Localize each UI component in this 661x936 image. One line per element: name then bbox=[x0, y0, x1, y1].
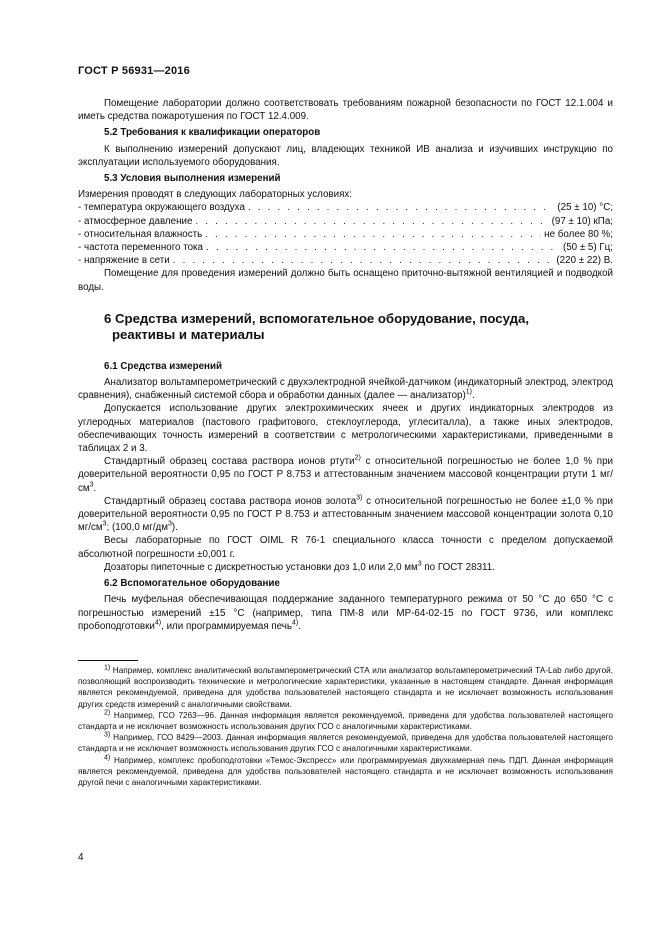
punct: . bbox=[298, 620, 301, 632]
dispensers-text: Дозаторы пипеточные с дискретностью установки доз 1,0 или 2,0 мм bbox=[104, 561, 418, 573]
footnote-ref: 4) bbox=[154, 619, 162, 627]
footnote-mark: 4) bbox=[104, 753, 111, 761]
section-6-1-title: 6.1 Средства измерений bbox=[104, 360, 222, 372]
condition-value: (50 ± 5) Гц; bbox=[562, 242, 613, 254]
footnote bbox=[78, 732, 613, 754]
condition-row bbox=[78, 201, 613, 214]
exponent: 3 bbox=[102, 521, 107, 529]
footnote bbox=[78, 755, 613, 789]
footnote bbox=[78, 710, 613, 732]
section-5-2-title: 5.2 Требования к квалификации операторов bbox=[104, 127, 321, 139]
document-body bbox=[78, 97, 613, 633]
footnote-separator bbox=[78, 660, 138, 661]
intro-paragraph: Помещение лаборатории должно соответствовать требованиям пожарной безопасности по ГОСТ 12.1.004 и иметь средства пожаротушения по ГОСТ 12.4.009. bbox=[78, 98, 613, 123]
condition-value: (25 ± 10) °С; bbox=[557, 202, 613, 214]
mercury-standard-paragraph bbox=[78, 455, 613, 495]
condition-label: - частота переменного тока bbox=[78, 242, 204, 254]
footnote-mark: 2) bbox=[104, 709, 111, 717]
conditions-tail: Помещение для проведения измерений должно быть оснащено приточно-вытяжной вентиляцией и подводкой воды. bbox=[78, 268, 613, 293]
condition-label: - напряжение в сети bbox=[78, 255, 170, 267]
section-5-3-title: 5.3 Условия выполнения измерений bbox=[104, 173, 281, 185]
footnote-mark: 1) bbox=[104, 664, 111, 672]
condition-label: - температура окружающего воздуха bbox=[78, 202, 245, 214]
electrodes-paragraph: Допускается использование других электрохимических ячеек и других индикаторных электродов из углеродных материалов (пастового графитового, стеклоуглерода, углеситалла), а также иных электродов, обеспечивающих точность измерений в соответствии с метрологическими характеристиками, приведенными в таблицах 2 и 3. bbox=[78, 403, 613, 455]
punct: ). bbox=[171, 522, 178, 534]
condition-label: - атмосферное давление bbox=[78, 215, 193, 227]
section-6-title-line2: реактивы и материалы bbox=[112, 326, 265, 342]
page-number: 4 bbox=[78, 852, 84, 863]
footnotes bbox=[78, 665, 613, 788]
gold-standard-paragraph bbox=[78, 495, 613, 535]
footnote-ref: 4) bbox=[292, 619, 299, 627]
section-5-2-text: К выполнению измерений допускают лиц, владеющих техникой ИВ анализа и изучивших инструкцию по эксплуатации используемого оборудования. bbox=[78, 143, 613, 168]
footnote-text: Например, комплекс пробоподготовки «Темос-Экспресс» или программируемая двухкамерная печь ПДП. Данная информация является рекомендуемой, приведена для удобства пользователей настоящего стандарта и не исключает возможность использования другой печи с аналогичными характеристиками. bbox=[78, 755, 613, 788]
footnote-ref: 2) bbox=[354, 455, 361, 462]
furnace-text: , или программируемая печь bbox=[161, 620, 293, 632]
leader-dots bbox=[206, 241, 560, 254]
dispensers-text: по ГОСТ 28311. bbox=[421, 561, 495, 573]
condition-label: - относительная влажность bbox=[78, 228, 203, 240]
conditions-list bbox=[78, 201, 613, 267]
condition-value: (97 ± 10) кПа; bbox=[551, 215, 613, 227]
scales-paragraph: Весы лабораторные по ГОСТ OIML R 76-1 специального класса точности с пределом допускаемой абсолютной погрешности ±0,001 г. bbox=[78, 535, 613, 560]
furnace-paragraph bbox=[78, 593, 613, 633]
condition-row bbox=[78, 215, 613, 228]
condition-value: (220 ± 22) В. bbox=[556, 255, 613, 267]
exponent: 3 bbox=[89, 481, 94, 489]
document-header: ГОСТ Р 56931—2016 bbox=[78, 65, 190, 77]
furnace-text: Печь муфельная обеспечивающая поддержание заданного температурного режима от 50 °С до 650 °С с погрешностью измерений ±15 °С (например, типа ПМ-8 или МР-64-02-15 по ГОСТ 9736, или комплекс пробоподготовки bbox=[78, 594, 613, 632]
exponent: 3 bbox=[417, 560, 422, 568]
condition-row bbox=[78, 241, 613, 254]
analyzer-text: Анализатор вольтамперометрический с двухэлектродной ячейкой-датчиком (индикаторный электрод, электрод сравнения), снабженный системой сбора и обработки данных (далее — анализатор) bbox=[78, 377, 613, 402]
footnote bbox=[78, 665, 613, 710]
mercury-text: Стандартный образец состава раствора ионов ртути bbox=[104, 456, 355, 468]
condition-row bbox=[78, 254, 613, 267]
conditions-lead: Измерения проводят в следующих лабораторных условиях: bbox=[78, 189, 352, 201]
footnote-text: Например, комплекс аналитический вольтамперометрический СТА или анализатор вольтамперометрический ТА-Lab либо другой, позволяющий воспроизводить технические и метрологические характеристики, указанные в настоящем стандарте. Данная информация является рекомендуемой, приведена для удобства пользователей настоящего стандарта и не исключает возможность использования других средств измерений с аналогичными свойствами. bbox=[78, 666, 613, 709]
condition-row bbox=[78, 228, 613, 241]
leader-dots bbox=[205, 228, 541, 241]
footnote-ref: 3) bbox=[356, 494, 363, 502]
gold-text: Стандартный образец состава раствора ионов золота bbox=[104, 495, 357, 507]
gold-text: с относительной погрешностью не более ±1,0 % при доверительной вероятности 0,95 по ГОСТ Р 8.753 и аттестованным значением массовой концентрации золота 0,10 мг/см bbox=[78, 495, 614, 534]
dispensers-paragraph bbox=[78, 561, 613, 574]
section-6-title-line1: 6 Средства измерений, вспомогательное оборудование, посуда, bbox=[104, 310, 529, 326]
punct: . bbox=[472, 390, 475, 402]
section-6-title bbox=[78, 311, 613, 343]
condition-value: не более 80 %; bbox=[544, 228, 613, 240]
leader-dots bbox=[173, 254, 554, 267]
analyzer-paragraph bbox=[78, 376, 613, 402]
footnote-text: Например, ГСО 8429—2003. Данная информация является рекомендуемой, приведена для удобства пользователей настоящего стандарта и не исключает возможность использования других ГСО с аналогичными характеристиками. bbox=[78, 733, 613, 754]
mercury-text: с относительной погрешностью не более 1,0 % при доверительной вероятности 0,95 по ГОСТ Р 8.753 и аттестованным значением массовой концентрации ртути 1 мг/см bbox=[78, 456, 613, 494]
footnote-mark: 3) bbox=[104, 731, 111, 739]
leader-dots bbox=[195, 215, 548, 228]
footnote-text: Например, ГСО 7263—96. Данная информация является рекомендуемой, приведена для удобства пользователей настоящего стандарта и не исключает возможность использования других ГСО с аналогичными характеристиками. bbox=[78, 710, 613, 732]
footnote-ref: 1) bbox=[465, 388, 473, 396]
section-6-2-title: 6.2 Вспомогательное оборудование bbox=[104, 578, 280, 590]
gold-text: ; (100,0 мг/дм bbox=[106, 522, 169, 534]
leader-dots bbox=[248, 201, 555, 214]
punct: . bbox=[93, 482, 97, 494]
exponent: 3 bbox=[168, 521, 172, 529]
